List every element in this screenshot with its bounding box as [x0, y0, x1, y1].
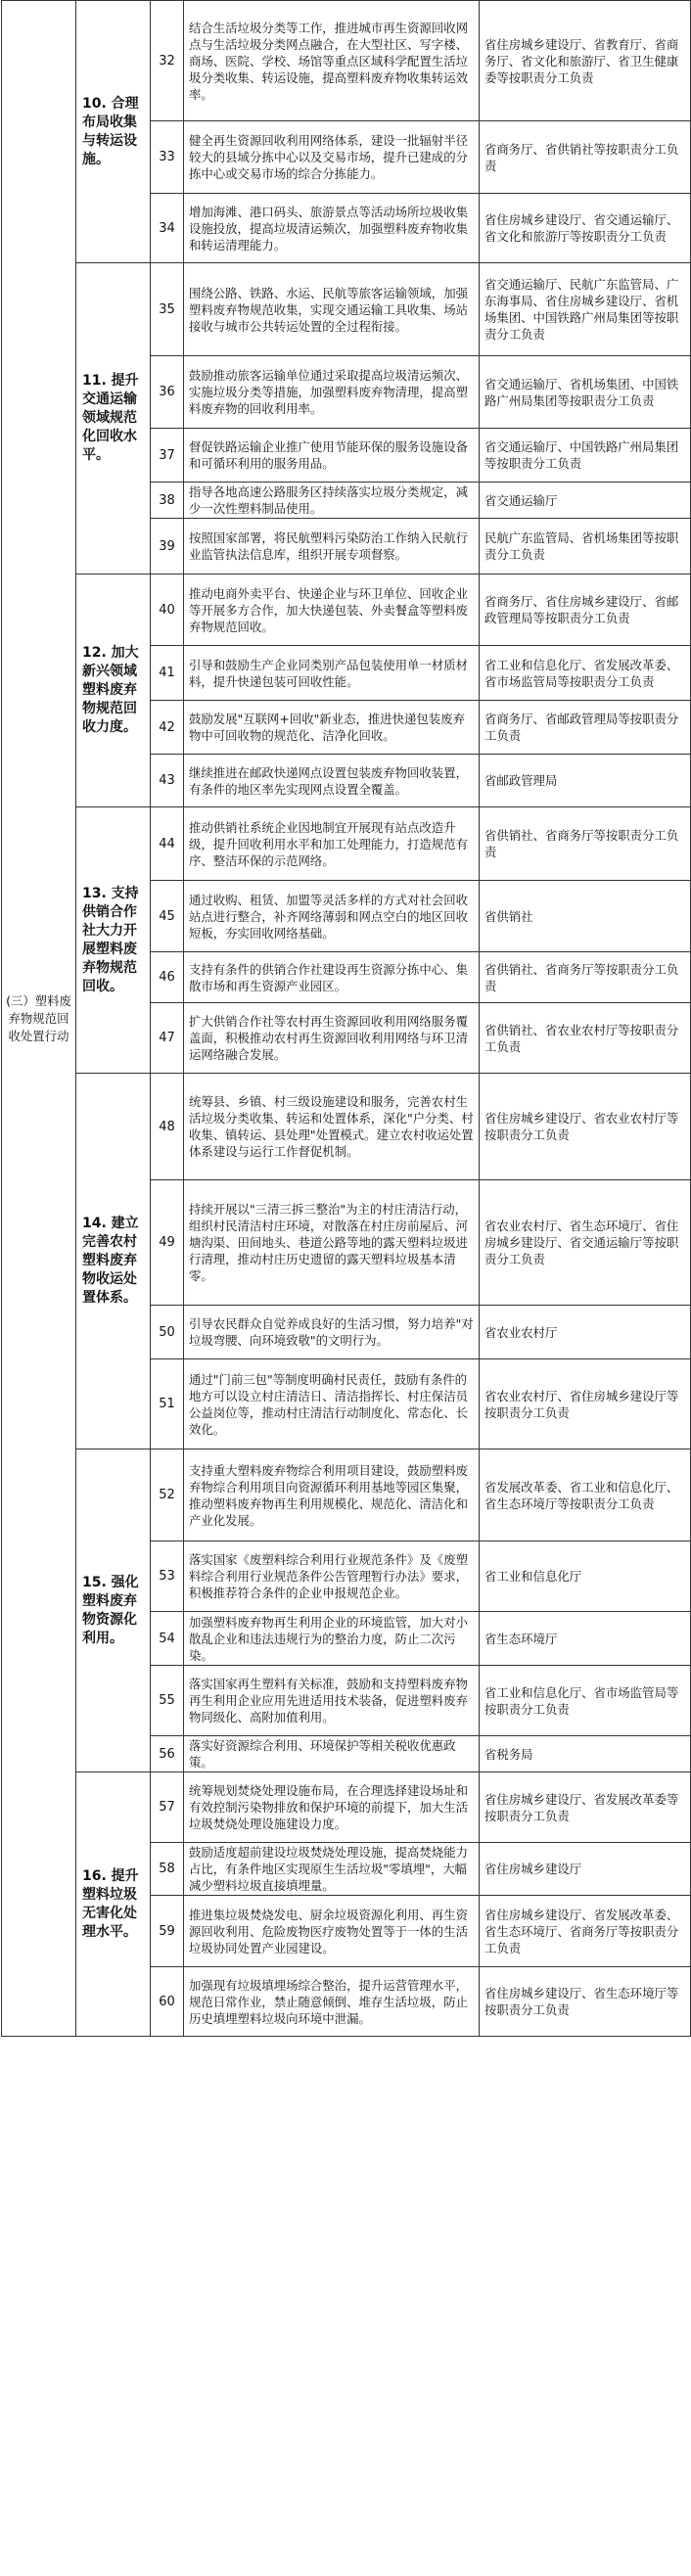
item-number: 41 [151, 646, 184, 701]
item-number: 43 [151, 755, 184, 807]
category-cell: 10. 合理布局收集与转运设施。 [76, 1, 151, 263]
item-number: 32 [151, 1, 184, 121]
responsibility-cell: 省住房城乡建设厅、省教育厅、省商务厅、省文化和旅游厅、省卫生健康委等按职责分工负责 [480, 1, 691, 121]
measure-cell: 支持有条件的供销合作社建设再生资源分拣中心、集散市场和再生资源产业园区。 [184, 952, 480, 1003]
table-row [2, 1, 691, 121]
item-number: 52 [151, 1449, 184, 1541]
item-number: 48 [151, 1074, 184, 1180]
responsibility-cell: 省邮政管理局 [480, 755, 691, 807]
responsibility-cell: 省交通运输厅、中国铁路广州局集团等按职责分工负责 [480, 429, 691, 483]
item-number: 51 [151, 1359, 184, 1449]
responsibility-cell: 省生态环境厅 [480, 1612, 691, 1666]
measure-cell: 增加海滩、港口码头、旅游景点等活动场所垃圾收集设施投放，提高垃圾清运频次，加强塑料废弃物收集和转运清理能力。 [184, 194, 480, 263]
responsibility-cell: 省工业和信息化厅 [480, 1541, 691, 1612]
measure-cell: 加强现有垃圾填埋场综合整治，提升运营管理水平，规范日常作业，禁止随意倾倒、堆存生活垃圾，防止历史填埋塑料垃圾向环境中泄漏。 [184, 1967, 480, 2037]
measure-cell: 按照国家部署，将民航塑料污染防治工作纳入民航行业监管执法信息库，组织开展专项督察。 [184, 519, 480, 575]
measure-cell: 围绕公路、铁路、水运、民航等旅客运输领域，加强塑料废弃物规范收集，实现交通运输工具收集、场站接收与城市公共转运处置的全过程衔接。 [184, 263, 480, 356]
item-number: 45 [151, 881, 184, 952]
table-row [2, 807, 691, 881]
item-number: 57 [151, 1772, 184, 1843]
measure-cell: 通过"门前三包"等制度明确村民责任，鼓励有条件的地方可以设立村庄清洁日、清洁指挥长、村庄保洁员公益岗位等，推动村庄清洁行动制度化、常态化、长效化。 [184, 1359, 480, 1449]
section-cell: (三）塑料废弃物规范回收处置行动 [2, 1, 76, 2037]
responsibility-cell: 省工业和信息化厅、省发展改革委、省市场监管局等按职责分工负责 [480, 646, 691, 701]
responsibility-cell: 省商务厅、省供销社等按职责分工负责 [480, 121, 691, 194]
responsibility-cell: 省交通运输厅、省机场集团、中国铁路广州局集团等按职责分工负责 [480, 356, 691, 429]
measure-cell: 扩大供销合作社等农村再生资源回收利用网络服务覆盖面，积极推动农村再生资源回收利用网络与环卫清运网络融合发展。 [184, 1003, 480, 1074]
measure-cell: 持续开展以"三清三拆三整治"为主的村庄清洁行动，组织村民清洁村庄环境，对散落在村庄房前屋后、河塘沟渠、田间地头、巷道公路等地的露天塑料垃圾进行清理，推动村庄历史遗留的露天塑料垃圾基本清零。 [184, 1180, 480, 1306]
measure-cell: 支持重大塑料废弃物综合利用项目建设，鼓励塑料废弃物综合利用项目向资源循环利用基地等园区集聚，推动塑料废弃物再生利用规模化、规范化、清洁化和产业化发展。 [184, 1449, 480, 1541]
responsibility-cell: 省商务厅、省邮政管理局等按职责分工负责 [480, 701, 691, 755]
responsibility-cell: 民航广东监管局、省机场集团等按职责分工负责 [480, 519, 691, 575]
responsibility-cell: 省住房城乡建设厅、省发展改革委、省生态环境厅、省商务厅等按职责分工负责 [480, 1896, 691, 1967]
measure-cell: 督促铁路运输企业推广使用节能环保的服务设施设备和可循环利用的服务用品。 [184, 429, 480, 483]
responsibility-cell: 省商务厅、省住房城乡建设厅、省邮政管理局等按职责分工负责 [480, 575, 691, 646]
responsibility-cell: 省住房城乡建设厅、省农业农村厅等按职责分工负责 [480, 1074, 691, 1180]
responsibility-cell: 省供销社、省农业农村厅等按职责分工负责 [480, 1003, 691, 1074]
item-number: 58 [151, 1843, 184, 1896]
measure-cell: 落实国家再生塑料有关标准，鼓励和支持塑料废弃物再生利用企业应用先进适用技术装备，促进塑料废弃物同级化、高附加值利用。 [184, 1666, 480, 1736]
item-number: 37 [151, 429, 184, 483]
category-cell: 14. 建立完善农村塑料废弃物收运处置体系。 [76, 1074, 151, 1449]
responsibility-cell: 省供销社、省商务厅等按职责分工负责 [480, 807, 691, 881]
table-row [2, 1449, 691, 1541]
table-row [2, 1074, 691, 1180]
responsibility-cell: 省发展改革委、省工业和信息化厅、省生态环境厅等按职责分工负责 [480, 1449, 691, 1541]
responsibility-cell: 省交通运输厅、民航广东监管局、广东海事局、省住房城乡建设厅、省机场集团、中国铁路广州局集团等按职责分工负责 [480, 263, 691, 356]
item-number: 56 [151, 1736, 184, 1772]
measure-cell: 通过收购、租赁、加盟等灵活多样的方式对社会回收站点进行整合，补齐网络薄弱和网点空白的地区回收短板，夯实回收网络基础。 [184, 881, 480, 952]
item-number: 60 [151, 1967, 184, 2037]
item-number: 46 [151, 952, 184, 1003]
category-cell: 15. 强化塑料废弃物资源化利用。 [76, 1449, 151, 1772]
responsibility-cell: 省住房城乡建设厅、省生态环境厅等按职责分工负责 [480, 1967, 691, 2037]
measure-cell: 落实好资源综合利用、环境保护等相关税收优惠政策。 [184, 1736, 480, 1772]
item-number: 47 [151, 1003, 184, 1074]
item-number: 34 [151, 194, 184, 263]
responsibility-cell: 省工业和信息化厅、省市场监管局等按职责分工负责 [480, 1666, 691, 1736]
responsibility-cell: 省农业农村厅、省住房城乡建设厅等按职责分工负责 [480, 1359, 691, 1449]
responsibility-cell: 省供销社 [480, 881, 691, 952]
item-number: 59 [151, 1896, 184, 1967]
measure-cell: 推动电商外卖平台、快递企业与环卫单位、回收企业等开展多方合作，加大快递包装、外卖餐盒等塑料废弃物规范回收。 [184, 575, 480, 646]
measure-cell: 加强塑料废弃物再生利用企业的环境监管，加大对小散乱企业和违法违规行为的整治力度，防止二次污染。 [184, 1612, 480, 1666]
measure-cell: 统筹规划焚烧处理设施布局，在合理选择建设场址和有效控制污染物排放和保护环境的前提下，加大生活垃圾焚烧处理设施建设力度。 [184, 1772, 480, 1843]
item-number: 40 [151, 575, 184, 646]
responsibility-cell: 省住房城乡建设厅、省交通运输厅、省文化和旅游厅等按职责分工负责 [480, 194, 691, 263]
measure-cell: 推进集垃圾焚烧发电、厨余垃圾资源化利用、再生资源回收利用、危险废物医疗废物处置等于一体的生活垃圾协同处置产业园建设。 [184, 1896, 480, 1967]
item-number: 53 [151, 1541, 184, 1612]
table-body [2, 1, 691, 2037]
item-number: 39 [151, 519, 184, 575]
item-number: 54 [151, 1612, 184, 1666]
measure-cell: 落实国家《废塑料综合利用行业规范条件》及《废塑料综合利用行业规范条件公告管理暂行办法》要求，积极推荐符合条件的企业申报规范企业。 [184, 1541, 480, 1612]
item-number: 50 [151, 1306, 184, 1359]
measure-cell: 继续推进在邮政快递网点设置包装废弃物回收装置，有条件的地区率先实现网点设置全覆盖。 [184, 755, 480, 807]
responsibility-cell: 省农业农村厅、省生态环境厅、省住房城乡建设厅、省交通运输厅等按职责分工负责 [480, 1180, 691, 1306]
category-cell: 13. 支持供销合作社大力开展塑料废弃物规范回收。 [76, 807, 151, 1074]
measure-cell: 鼓励发展"互联网+回收"新业态，推进快递包装废弃物中可回收物的规范化、洁净化回收。 [184, 701, 480, 755]
table-row [2, 575, 691, 646]
item-number: 55 [151, 1666, 184, 1736]
category-cell: 11. 提升交通运输领域规范化回收水平。 [76, 263, 151, 575]
action-plan-table [1, 0, 691, 2037]
item-number: 42 [151, 701, 184, 755]
table-row [2, 1772, 691, 1843]
responsibility-cell: 省税务局 [480, 1736, 691, 1772]
measure-cell: 推动供销社系统企业因地制宜开展现有站点改造升级，提升回收利用水平和加工处理能力，打造规范有序、整洁环保的示范网络。 [184, 807, 480, 881]
measure-cell: 结合生活垃圾分类等工作，推进城市再生资源回收网点与生活垃圾分类网点融合，在大型社区、写字楼、商场、医院、学校、场馆等重点区域科学配置生活垃圾分类收集、转运设施，提高塑料废弃物收集转运效率。 [184, 1, 480, 121]
item-number: 33 [151, 121, 184, 194]
responsibility-cell: 省交通运输厅 [480, 483, 691, 519]
item-number: 36 [151, 356, 184, 429]
item-number: 35 [151, 263, 184, 356]
measure-cell: 指导各地高速公路服务区持续落实垃圾分类规定，减少一次性塑料制品使用。 [184, 483, 480, 519]
measure-cell: 鼓励推动旅客运输单位通过采取提高垃圾清运频次、实施垃圾分类等措施，加强塑料废弃物清理，提高塑料废弃物的回收利用率。 [184, 356, 480, 429]
category-cell: 12. 加大新兴领域塑料废弃物规范回收力度。 [76, 575, 151, 807]
measure-cell: 引导农民群众自觉养成良好的生活习惯，努力培养"对垃圾弯腰、向环境致敬"的文明行为。 [184, 1306, 480, 1359]
measure-cell: 健全再生资源回收利用网络体系，建设一批辐射半径较大的县域分拣中心以及交易市场，提升已建成的分拣中心或交易市场的综合分拣能力。 [184, 121, 480, 194]
item-number: 38 [151, 483, 184, 519]
responsibility-cell: 省住房城乡建设厅、省发展改革委等按职责分工负责 [480, 1772, 691, 1843]
table-row [2, 263, 691, 356]
measure-cell: 引导和鼓励生产企业同类别产品包装使用单一材质材料，提升快递包装可回收性能。 [184, 646, 480, 701]
measure-cell: 统筹县、乡镇、村三级设施建设和服务，完善农村生活垃圾分类收集、转运和处置体系，深化"户分类、村收集、镇转运、县处理"处置模式。建立农村收运处置体系建设与运行工作督促机制。 [184, 1074, 480, 1180]
responsibility-cell: 省供销社、省商务厅等按职责分工负责 [480, 952, 691, 1003]
item-number: 49 [151, 1180, 184, 1306]
responsibility-cell: 省住房城乡建设厅 [480, 1843, 691, 1896]
measure-cell: 鼓励适度超前建设垃圾焚烧处理设施，提高焚烧能力占比，有条件地区实现原生生活垃圾"零填埋"，大幅减少塑料垃圾直接填埋量。 [184, 1843, 480, 1896]
category-cell: 16. 提升塑料垃圾无害化处理水平。 [76, 1772, 151, 2037]
item-number: 44 [151, 807, 184, 881]
responsibility-cell: 省农业农村厅 [480, 1306, 691, 1359]
